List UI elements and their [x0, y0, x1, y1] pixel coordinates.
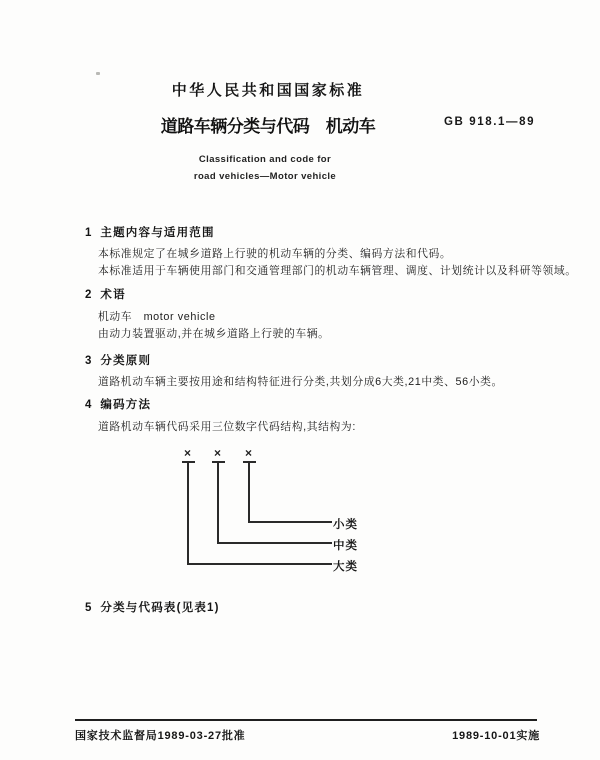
section-number: 2 [85, 289, 92, 301]
section-title: 分类与代码表(见表1) [100, 602, 220, 614]
section-2-heading [85, 286, 126, 302]
stem-minor [248, 462, 250, 523]
digit-placeholder-3: × [245, 446, 253, 460]
stem-middle [217, 462, 219, 544]
section-4-heading [85, 396, 151, 412]
label-middle-class: 中类 [333, 540, 358, 552]
connector-major [187, 563, 332, 565]
document-title: 道路车辆分类与代码 机动车 [160, 117, 376, 136]
english-title-line2: road vehicles—Motor vehicle [193, 171, 337, 182]
english-title-line1: Classification and code for [198, 154, 332, 165]
section-number: 1 [85, 227, 92, 239]
section-5-heading [85, 599, 220, 615]
section-title: 编码方法 [100, 399, 152, 411]
section-number: 4 [85, 399, 92, 411]
section-number: 3 [85, 355, 92, 367]
connector-minor [248, 521, 332, 523]
footer-effective-date: 1989-10-01实施 [452, 730, 540, 742]
standard-number: GB 918.1—89 [444, 116, 536, 128]
label-minor-class: 小类 [333, 519, 358, 531]
paragraph: 本标准规定了在城乡道路上行驶的机动车辆的分类、编码方法和代码。 [98, 248, 452, 260]
label-major-class: 大类 [333, 561, 358, 573]
section-title: 主题内容与适用范围 [100, 227, 215, 239]
paragraph: 道路机动车辆主要按用途和结构特征进行分类,共划分成6大类,21中类、56小类。 [98, 376, 503, 388]
stem-major [187, 462, 189, 565]
paragraph: 本标准适用于车辆使用部门和交通管理部门的机动车辆管理、调度、计划统计以及科研等领域。 [98, 265, 577, 277]
digit-placeholder-1: × [184, 446, 192, 460]
standard-org-title: 中华人民共和国国家标准 [171, 82, 365, 99]
section-title: 术语 [100, 289, 126, 301]
scan-speck [96, 72, 100, 75]
section-title: 分类原则 [100, 355, 152, 367]
paragraph: 道路机动车辆代码采用三位数字代码结构,其结构为: [98, 421, 356, 433]
footer-approval: 国家技术监督局1989-03-27批准 [75, 730, 246, 742]
footer-divider [75, 719, 537, 721]
paragraph: 由动力装置驱动,并在城乡道路上行驶的车辆。 [98, 328, 330, 340]
section-3-heading [85, 352, 151, 368]
section-1-heading [85, 224, 215, 240]
digit-placeholder-2: × [214, 446, 222, 460]
section-number: 5 [85, 602, 92, 614]
connector-middle [217, 542, 332, 544]
paragraph: 机动车 motor vehicle [98, 311, 216, 323]
